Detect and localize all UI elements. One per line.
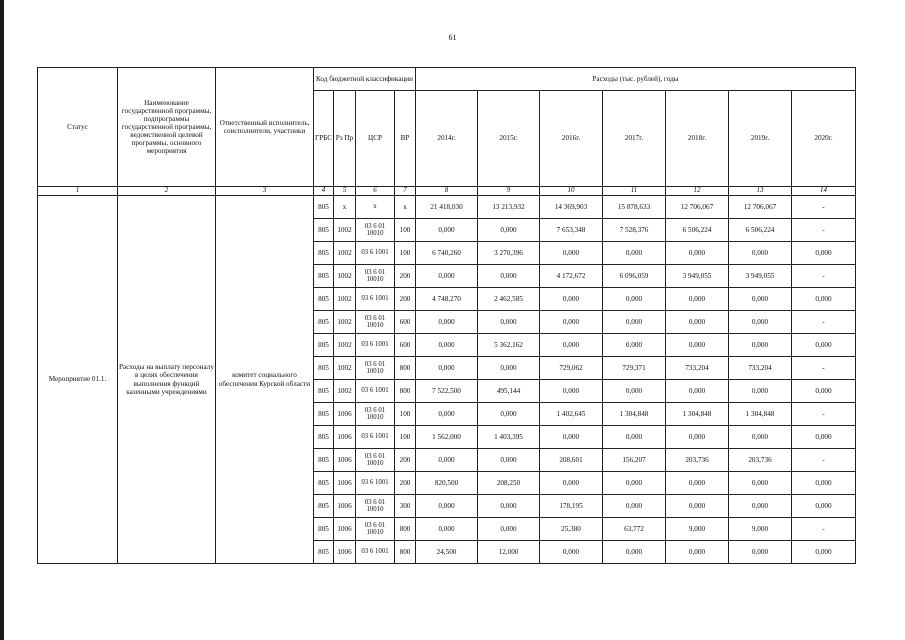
cell-csr: 03 6 1001	[356, 334, 395, 357]
cell-vr: 200	[395, 449, 416, 472]
cell-grbs: 805	[314, 541, 334, 564]
header-budget-code: Код бюджетной классификации	[314, 68, 416, 91]
header-status: Статус	[38, 68, 118, 187]
cell-csr: 03 6 01 10010	[356, 495, 395, 518]
cell-amount: 6 096,059	[603, 265, 666, 288]
cell-amount: 1 562,000	[416, 426, 478, 449]
header-expenses: Расходы (тыс. рублей), годы	[416, 68, 856, 91]
cell-csr: 03 6 01 10010	[356, 357, 395, 380]
cell-vr: 600	[395, 334, 416, 357]
cell-amount: 0,000	[416, 265, 478, 288]
cell-grbs: 805	[314, 449, 334, 472]
column-number: 4	[314, 187, 334, 196]
cell-amount: 0,000	[478, 265, 540, 288]
header-year: 2015г.	[478, 91, 540, 187]
column-number: 12	[666, 187, 729, 196]
cell-amount: -	[792, 518, 856, 541]
cell-rzpr: 1006	[334, 518, 356, 541]
cell-amount: 0,000	[792, 380, 856, 403]
cell-amount: 0,000	[478, 357, 540, 380]
cell-amount: 729,371	[603, 357, 666, 380]
left-edge-bar	[0, 0, 4, 640]
cell-amount: 0,000	[792, 334, 856, 357]
cell-amount: 0,000	[416, 518, 478, 541]
cell-amount: 4 172,672	[540, 265, 603, 288]
column-number: 7	[395, 187, 416, 196]
header-csr: ЦСР	[356, 91, 395, 187]
cell-amount: 0,000	[540, 541, 603, 564]
cell-amount: 5 362,162	[478, 334, 540, 357]
cell-amount: 0,000	[540, 288, 603, 311]
event-executor: комитет социального обеспечения Курской области	[216, 196, 314, 564]
cell-vr: x	[395, 196, 416, 219]
cell-amount: 0,000	[729, 472, 792, 495]
cell-amount: 0,000	[666, 472, 729, 495]
cell-amount: 3 949,055	[729, 265, 792, 288]
table-row	[38, 196, 856, 219]
cell-amount: -	[792, 311, 856, 334]
cell-amount: -	[792, 403, 856, 426]
cell-amount: 1 402,645	[540, 403, 603, 426]
cell-rzpr: 1002	[334, 242, 356, 265]
cell-vr: 200	[395, 288, 416, 311]
cell-amount: 0,000	[603, 380, 666, 403]
cell-amount: 15 878,633	[603, 196, 666, 219]
cell-amount: 0,000	[729, 334, 792, 357]
cell-amount: -	[792, 449, 856, 472]
cell-amount: 0,000	[478, 518, 540, 541]
cell-csr: 03 6 1001	[356, 242, 395, 265]
cell-amount: 0,000	[666, 311, 729, 334]
cell-amount: -	[792, 196, 856, 219]
header-year: 2019г.	[729, 91, 792, 187]
cell-amount: 733,204	[729, 357, 792, 380]
header-year: 2016г.	[540, 91, 603, 187]
cell-amount: 0,000	[416, 357, 478, 380]
cell-amount: 6 506,224	[729, 219, 792, 242]
cell-amount: 1 304,848	[603, 403, 666, 426]
cell-amount: 729,062	[540, 357, 603, 380]
header-name: Наименование государственной программы, подпрограммы государственной программы, ведомственной целевой программы, основного мероприятия	[118, 68, 216, 187]
cell-amount: 0,000	[603, 426, 666, 449]
cell-csr: 03 6 01 10010	[356, 449, 395, 472]
cell-amount: 0,000	[416, 449, 478, 472]
budget-table	[37, 67, 856, 564]
cell-amount: 0,000	[729, 426, 792, 449]
cell-amount: 1 304,848	[666, 403, 729, 426]
cell-rzpr: 1006	[334, 449, 356, 472]
cell-amount: 0,000	[603, 288, 666, 311]
cell-amount: 0,000	[666, 426, 729, 449]
cell-amount: 0,000	[478, 495, 540, 518]
cell-amount: 0,000	[666, 334, 729, 357]
cell-amount: 0,000	[416, 334, 478, 357]
cell-amount: 0,000	[792, 426, 856, 449]
cell-amount: 0,000	[540, 242, 603, 265]
cell-amount: 203,736	[666, 449, 729, 472]
cell-amount: 3 270,396	[478, 242, 540, 265]
column-number: 13	[729, 187, 792, 196]
cell-rzpr: 1002	[334, 265, 356, 288]
column-number: 10	[540, 187, 603, 196]
cell-amount: 0,000	[540, 311, 603, 334]
cell-vr: 600	[395, 311, 416, 334]
cell-grbs: 805	[314, 518, 334, 541]
column-number: 9	[478, 187, 540, 196]
cell-grbs: 805	[314, 265, 334, 288]
cell-grbs: 805	[314, 196, 334, 219]
cell-amount: 0,000	[416, 311, 478, 334]
cell-amount: 9,000	[729, 518, 792, 541]
cell-amount: -	[792, 219, 856, 242]
cell-grbs: 805	[314, 242, 334, 265]
header-rzpr: Рз Пр	[334, 91, 356, 187]
cell-amount: 63,772	[603, 518, 666, 541]
cell-amount: 0,000	[729, 288, 792, 311]
page-number: 61	[448, 33, 457, 42]
column-number: 8	[416, 187, 478, 196]
cell-grbs: 805	[314, 403, 334, 426]
cell-amount: 12,000	[478, 541, 540, 564]
cell-rzpr: 1006	[334, 472, 356, 495]
cell-vr: 800	[395, 357, 416, 380]
cell-amount: 0,000	[603, 242, 666, 265]
cell-amount: 208,250	[478, 472, 540, 495]
cell-vr: 100	[395, 403, 416, 426]
cell-amount: 12 706,067	[666, 196, 729, 219]
cell-amount: 6 506,224	[666, 219, 729, 242]
cell-grbs: 805	[314, 219, 334, 242]
cell-amount: 208,601	[540, 449, 603, 472]
cell-amount: 0,000	[540, 426, 603, 449]
cell-csr: 03 6 1001	[356, 380, 395, 403]
cell-amount: 7 653,348	[540, 219, 603, 242]
cell-amount: 0,000	[603, 334, 666, 357]
cell-amount: 3 949,055	[666, 265, 729, 288]
cell-rzpr: 1002	[334, 357, 356, 380]
cell-amount: 733,204	[666, 357, 729, 380]
cell-amount: 0,000	[792, 472, 856, 495]
cell-amount: 0,000	[478, 449, 540, 472]
cell-grbs: 805	[314, 334, 334, 357]
cell-amount: 12 706,067	[729, 196, 792, 219]
cell-vr: 800	[395, 518, 416, 541]
cell-rzpr: 1002	[334, 334, 356, 357]
cell-vr: 200	[395, 472, 416, 495]
cell-amount: 14 369,903	[540, 196, 603, 219]
cell-rzpr: 1002	[334, 311, 356, 334]
cell-csr: 03 6 1001	[356, 472, 395, 495]
column-number: 11	[603, 187, 666, 196]
cell-amount: 0,000	[540, 380, 603, 403]
cell-amount: 21 418,030	[416, 196, 478, 219]
cell-amount: 7 528,376	[603, 219, 666, 242]
cell-csr: 03 6 1001	[356, 288, 395, 311]
cell-grbs: 805	[314, 288, 334, 311]
column-number: 3	[216, 187, 314, 196]
header-year: 2017г.	[603, 91, 666, 187]
column-number: 14	[792, 187, 856, 196]
cell-amount: 4 748,270	[416, 288, 478, 311]
event-status: Мероприятие 01.1.	[38, 196, 118, 564]
cell-csr: 03 6 1001	[356, 426, 395, 449]
cell-rzpr: 1006	[334, 426, 356, 449]
cell-amount: 7 522,500	[416, 380, 478, 403]
cell-csr: x	[356, 196, 395, 219]
cell-vr: 100	[395, 426, 416, 449]
cell-csr: 03 6 01 10010	[356, 219, 395, 242]
cell-amount: 9,000	[666, 518, 729, 541]
cell-amount: 820,500	[416, 472, 478, 495]
cell-amount: 0,000	[416, 495, 478, 518]
cell-amount: 0,000	[478, 219, 540, 242]
cell-amount: 1 403,395	[478, 426, 540, 449]
cell-amount: 0,000	[603, 541, 666, 564]
header-year: 2020г.	[792, 91, 856, 187]
cell-amount: 0,000	[729, 380, 792, 403]
cell-amount: 0,000	[666, 541, 729, 564]
cell-amount: 203,736	[729, 449, 792, 472]
cell-rzpr: 1006	[334, 403, 356, 426]
cell-amount: 0,000	[540, 472, 603, 495]
cell-amount: 0,000	[729, 242, 792, 265]
cell-csr: 03 6 01 10010	[356, 403, 395, 426]
header-executor: Ответственный исполнитель, соисполнители, участники	[216, 68, 314, 187]
cell-csr: 03 6 01 10010	[356, 311, 395, 334]
cell-rzpr: x	[334, 196, 356, 219]
cell-grbs: 805	[314, 311, 334, 334]
cell-grbs: 805	[314, 380, 334, 403]
column-number: 6	[356, 187, 395, 196]
cell-amount: 0,000	[792, 541, 856, 564]
cell-amount: 178,195	[540, 495, 603, 518]
cell-grbs: 805	[314, 426, 334, 449]
cell-vr: 300	[395, 495, 416, 518]
cell-amount: -	[792, 265, 856, 288]
cell-rzpr: 1002	[334, 288, 356, 311]
cell-vr: 800	[395, 380, 416, 403]
header-year: 2014г.	[416, 91, 478, 187]
cell-amount: 0,000	[729, 495, 792, 518]
cell-amount: 0,000	[603, 311, 666, 334]
cell-grbs: 805	[314, 357, 334, 380]
cell-amount: 0,000	[416, 403, 478, 426]
cell-amount: 6 740,260	[416, 242, 478, 265]
cell-vr: 800	[395, 541, 416, 564]
cell-rzpr: 1006	[334, 495, 356, 518]
header-vr: ВР	[395, 91, 416, 187]
cell-amount: 0,000	[603, 472, 666, 495]
cell-amount: 0,000	[478, 403, 540, 426]
cell-amount: 0,000	[540, 334, 603, 357]
cell-grbs: 805	[314, 495, 334, 518]
cell-amount: -	[792, 357, 856, 380]
cell-amount: 0,000	[478, 311, 540, 334]
cell-amount: 0,000	[792, 242, 856, 265]
cell-csr: 03 6 01 10010	[356, 265, 395, 288]
cell-vr: 100	[395, 242, 416, 265]
header-year: 2018г.	[666, 91, 729, 187]
column-number: 1	[38, 187, 118, 196]
cell-amount: 0,000	[666, 288, 729, 311]
cell-amount: 1 304,848	[729, 403, 792, 426]
cell-vr: 100	[395, 219, 416, 242]
cell-csr: 03 6 1001	[356, 541, 395, 564]
column-number-row	[38, 187, 856, 196]
cell-rzpr: 1002	[334, 219, 356, 242]
event-name: Расходы на выплату персоналу в целях обеспечения выполнения функций казенными учреждениями	[118, 196, 216, 564]
cell-amount: 0,000	[603, 495, 666, 518]
cell-amount: 0,000	[666, 380, 729, 403]
cell-amount: 0,000	[666, 242, 729, 265]
column-number: 2	[118, 187, 216, 196]
cell-amount: 0,000	[416, 219, 478, 242]
cell-amount: 2 462,585	[478, 288, 540, 311]
cell-amount: 0,000	[792, 495, 856, 518]
cell-amount: 0,000	[729, 311, 792, 334]
cell-amount: 0,000	[792, 288, 856, 311]
cell-amount: 25,380	[540, 518, 603, 541]
cell-rzpr: 1006	[334, 541, 356, 564]
cell-amount: 156,207	[603, 449, 666, 472]
cell-amount: 495,144	[478, 380, 540, 403]
cell-csr: 03 6 01 10010	[356, 518, 395, 541]
cell-vr: 200	[395, 265, 416, 288]
cell-rzpr: 1002	[334, 380, 356, 403]
cell-amount: 0,000	[666, 495, 729, 518]
header-grbs: ГРБС	[314, 91, 334, 187]
cell-amount: 24,500	[416, 541, 478, 564]
cell-amount: 0,000	[729, 541, 792, 564]
cell-amount: 13 213,932	[478, 196, 540, 219]
column-number: 5	[334, 187, 356, 196]
cell-grbs: 805	[314, 472, 334, 495]
